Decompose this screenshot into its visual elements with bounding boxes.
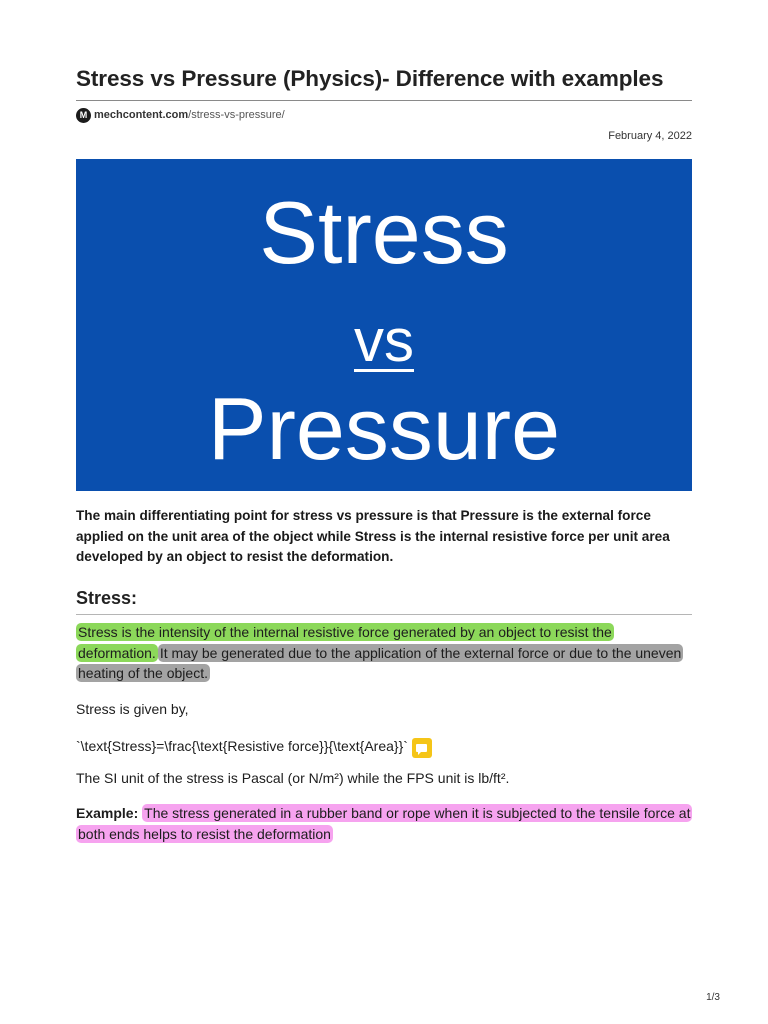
title-divider: [76, 100, 692, 101]
stress-definition-paragraph: [76, 622, 692, 684]
page-title: Stress vs Pressure (Physics)- Difference with examples: [76, 66, 664, 91]
page-number: 1/3: [706, 992, 720, 1003]
formula-line: [76, 734, 692, 758]
source-path-link[interactable]: /stress-vs-pressure/: [188, 109, 285, 121]
given-by-text: Stress is given by,: [76, 701, 189, 717]
publish-date: February 4, 2022: [608, 130, 692, 142]
source-line: [76, 106, 285, 124]
pink-highlight[interactable]: The stress generated in a rubber band or rope when it is subjected to the tensile force at both ends helps to resist the deformation: [78, 805, 691, 842]
green-highlight[interactable]: Stress is the intensity of the internal resistive force generated by an object to resist the deformation.: [78, 624, 612, 661]
section-heading-stress: Stress:: [76, 588, 138, 608]
hero-line-stress: Stress: [259, 183, 509, 282]
mechcontent-logo-icon: M: [76, 108, 91, 123]
hero-line-vs: [76, 307, 692, 374]
comment-icon[interactable]: [412, 738, 432, 758]
hero-banner-image: [76, 159, 692, 491]
gray-highlight[interactable]: It may be generated due to the application of the external force or due to the uneven heating of the object.: [78, 644, 682, 681]
source-domain-link[interactable]: mechcontent.com: [94, 109, 189, 121]
hero-vs-text: vs: [354, 307, 414, 374]
section-divider: [76, 614, 692, 615]
intro-paragraph: The main differentiating point for stress vs pressure is that Pressure is the external force applied on the unit area of the object while Stress is the internal resistive force per unit area developed by an object to resist the deformation.: [76, 508, 670, 564]
hero-line-pressure: Pressure: [207, 379, 561, 478]
stress-formula: `\text{Stress}=\frac{\text{Resistive force}}{\text{Area}}`: [76, 737, 408, 754]
example-label: Example:: [76, 805, 139, 821]
example-paragraph: [76, 803, 692, 844]
si-unit-text: The SI unit of the stress is Pascal (or N/m²) while the FPS unit is lb/ft².: [76, 770, 510, 786]
